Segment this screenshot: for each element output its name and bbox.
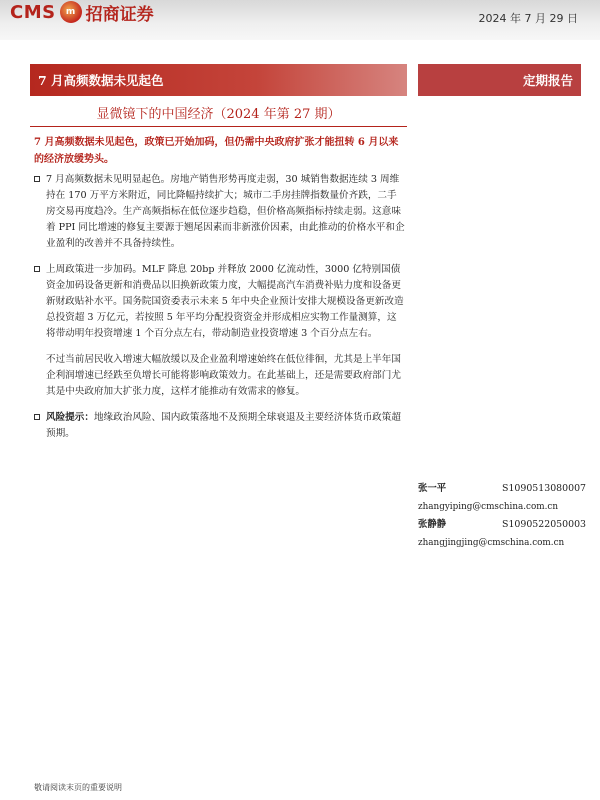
bullet-square-icon	[34, 266, 40, 272]
bullet-item-1	[34, 172, 406, 252]
footer-note: 敬请阅读末页的重要说明	[34, 783, 122, 792]
bullet-square-icon	[34, 176, 40, 182]
report-type-bar	[418, 64, 581, 96]
bullet-list	[34, 172, 406, 452]
logo-chinese-text: 招商证券	[85, 4, 154, 25]
analyst-panel	[418, 480, 586, 552]
company-logo	[10, 0, 154, 24]
report-date: 2024 年 7 月 29 日	[478, 12, 578, 25]
bullet-text: 7 月高频数据未见明显起色。房地产销售形势再度走弱，30 城销售数据连续 3 周维持在 170 万平方米附近，同比降幅持续扩大；城市二手房挂牌指数量价齐跌，二手房交易再度趋冷。生产高频指标在低位逐步趋稳，但价格高频指标持续走弱。这意味着 PPI 同比增速的修复主要源于翘尾因素而非新涨价因素，由此推动的价格水平和企业盈利的改善并不具备持续性。	[46, 174, 405, 249]
bullet-item-2	[34, 262, 406, 342]
analyst-email[interactable]: zhangyiping@cmschina.com.cn	[418, 502, 559, 512]
analyst-license: S1090522050003	[502, 519, 586, 530]
risk-label: 风险提示：	[46, 412, 94, 423]
analyst-name: 张静静	[418, 519, 447, 530]
report-subtitle: 显微镜下的中国经济（2024 年第 27 期）	[96, 107, 341, 122]
report-title-bar	[30, 64, 407, 96]
bullet-square-icon	[34, 414, 40, 420]
bullet-text: 上周政策进一步加码。MLF 降息 20bp 并释放 2000 亿流动性，3000 亿特别国债资金加码设备更新和消费品以旧换新政策力度，大幅提高汽车消费补贴力度和设备更新财政贴补水平。国务院国资委表示未来 5 年中央企业预计安排大规模设备更新改造总投资超 3 万亿元，若按照 5 年平均分配投资资金并形成相应实物工作量测算，这将带动明年投资增速 1 个百分点左右，带动制造业投资增速 3 个百分点左右。	[46, 264, 404, 339]
analyst-row	[418, 516, 586, 534]
logo-badge-icon: m	[60, 1, 82, 23]
header-band	[0, 0, 600, 40]
subtitle-divider	[30, 126, 407, 127]
analyst-email[interactable]: zhangjingjing@cmschina.com.cn	[418, 538, 565, 548]
analyst-license: S1090513080007	[502, 483, 586, 494]
bullet-text: 不过当前居民收入增速大幅放缓以及企业盈利增速始终在低位徘徊，尤其是上半年国企利润增速已经跌至负增长可能将影响政策效力。在此基础上，还是需要政府部门尤其是中央政府加大扩张力度，这样才能推动有效需求的修复。	[46, 354, 401, 397]
summary-paragraph: 7 月高频数据未见起色，政策已开始加码，但仍需中央政府扩张才能扭转 6 月以来的经济放缓势头。	[34, 137, 399, 165]
bullet-item-3	[34, 352, 406, 400]
logo-cms-text: CMS	[10, 1, 56, 23]
report-title: 7 月高频数据未见起色	[38, 73, 164, 88]
risk-text: 地缘政治风险、国内政策落地不及预期全球衰退及主要经济体货币政策超预期。	[46, 412, 401, 439]
analyst-name: 张一平	[418, 483, 447, 494]
analyst-row	[418, 480, 586, 498]
bullet-item-risk	[34, 410, 406, 442]
report-type-label: 定期报告	[522, 73, 573, 88]
